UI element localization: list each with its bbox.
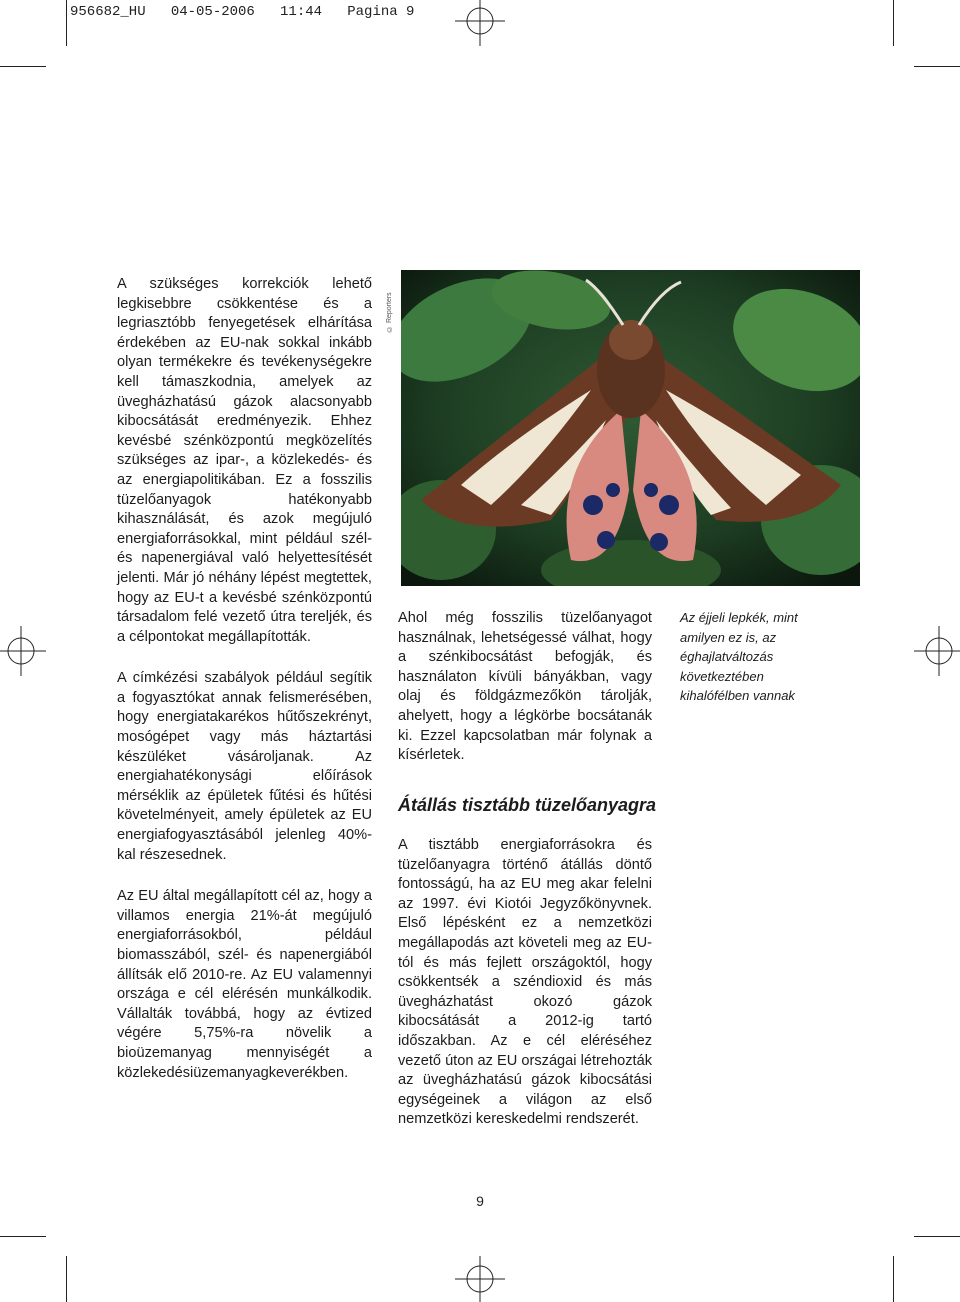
left-text-column xyxy=(117,275,372,1105)
photo-credit: © Reporters xyxy=(386,292,393,332)
left-paragraph-1: A szükséges korrekciók lehető legkisebbre csökkentése és a legriasztóbb fenyegetések elhárítása érdekében az EU-nak sokkal inkább olyan termékekre és tevékenységekre kell támaszkodnia, amelyek az üvegházhatású gázok alacsonyabb kibocsátását eredményezik. Ehhez kevésbé szénközpontú megközelítés szükséges az ipar-, a közlekedés- és az energiapolitikában. Ez a fosszilis tüzelőanyagok hatékonyabb kihasználását, és azok megújuló energiaforrásokkal, mint például szél- és napenergiával való helyettesítését jelenti. Már jó néhány lépést megtettek, hogy az EU-t a kevésbé szénközpontú társadalom felé vezető útra tereljék, és a célpontokat megállapították. xyxy=(117,276,372,645)
middle-text-column-2 xyxy=(398,836,652,1130)
moth-photo xyxy=(401,270,860,586)
print-slug: 956682_HU 04-05-2006 11:44 Pagina 9 xyxy=(70,4,415,20)
photo-caption: Az éjjeli lepkék, mint amilyen ez is, az éghajlatváltozás következtében kihalófélben vannak xyxy=(680,610,798,704)
page-number: 9 xyxy=(476,1193,484,1209)
middle-paragraph-2: A tisztább energiaforrásokra és tüzelőanyagra történő átállás döntő fontosságú, ha az EU meg akar felelni az 1997. évi Kiotói Jegyzőkönyvnek. Első lépésként ez a nemzetközi megállapodás azt követeli meg az EU-tól és más fejlett országoktól, hogy csökkentsék a széndioxid és más üvegházhatást okozó gázok kibocsátását a 2012-ig tartó időszakban. Az e cél eléréséhez vezető úton az EU országai létrehozták az üvegházhatású gázok kibocsátási egységeinek a világon az első nemzetközi kereskedelmi rendszerét. xyxy=(398,837,652,1128)
left-paragraph-3: Az EU által megállapított cél az, hogy a villamos energia 21%-át megújuló energiaforrásokból, például biomasszából, szél- és napenergiából állítsák elő 2010-re. Az EU valamennyi országa e cél elérésén munkálkodik. Vállalták továbbá, hogy az évtized végére 5,75%-ra növelik a bioüzemanyag mennyiségét a közlekedésiüzemanyagkeverékben. xyxy=(117,888,372,1081)
left-paragraph-2: A címkézési szabályok például segítik a fogyasztókat annak felismerésében, hogy energiatakarékos hűtőszekrényt, mosógépet vagy más háztartási készüléket vásároljanak. Az energiahatékonysági előírások mérséklik az épületek fűtési és hűtési követelményeit, amely épületek az EU energiafogyasztásából jelenleg 40%-kal részesednek. xyxy=(117,670,372,863)
registration-mark-left xyxy=(0,626,46,676)
registration-mark-bottom xyxy=(455,1256,505,1302)
registration-mark-top xyxy=(455,0,505,46)
middle-text-column xyxy=(398,609,652,766)
section-heading: Átállás tisztább tüzelőanyagra xyxy=(398,795,657,815)
registration-mark-right xyxy=(914,626,960,676)
middle-paragraph-1: Ahol még fosszilis tüzelőanyagot használnak, lehetségessé válhat, hogy a szénkibocsátást befogják, és használaton kívüli bányákban, vagy olaj és földgázmezőkön tárolják, ahelyett, hogy a légkörbe bocsátanák ki. Ezzel kapcsolatban már folynak a kísérletek. xyxy=(398,610,652,764)
